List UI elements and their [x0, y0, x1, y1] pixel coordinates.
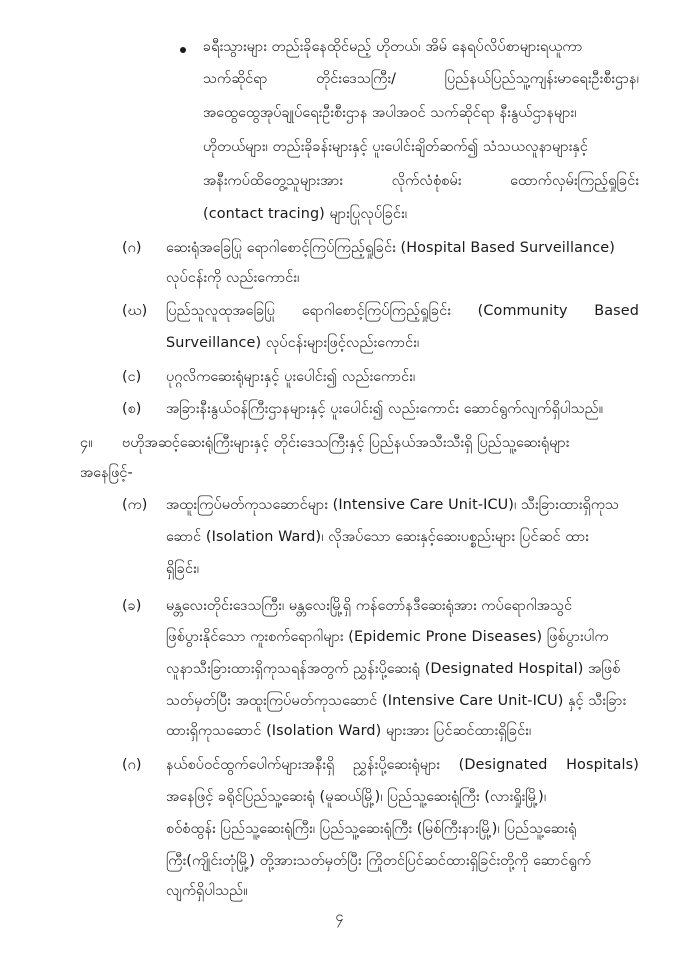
item-marker: (ဃ) — [122, 303, 148, 319]
section-line: အနေဖြင့်- — [80, 465, 133, 481]
item-line: လျက်ရှိပါသည်။ — [166, 883, 248, 899]
word: ပြည်နယ်ပြည်သူ့ကျန်းမာရေးဦးစီးဌာန၊ — [444, 71, 639, 87]
word: ထောက်လှမ်းကြည့်ရှုခြင်း — [510, 173, 639, 189]
item-line: လူနာသီးခြားထားရှိကုသရန်အတွက် ညွှန်းပို့ဆေးရုံ (Designated Hospital) အဖြစ် — [166, 661, 621, 677]
item-marker: (ဂ) — [122, 240, 142, 256]
item-line: အခြားနီးနွယ်ဝန်ကြီးဌာနများနှင့် ပူးပေါင်း၍ လည်းကောင်း ဆောင်ရွက်လျက်ရှိပါသည်။ — [166, 401, 604, 417]
word: ညွှန်းပို့ဆေးရုံများ — [353, 757, 441, 773]
item-line: ပုဂ္ဂလိကဆေးရုံများနှင့် ပူးပေါင်း၍ လည်းကောင်း၊ — [166, 369, 416, 385]
item-line: ဆောင် (Isolation Ward)၊ လိုအပ်သော ဆေးနှင့်ဆေးပစ္စည်းများ ပြင်ဆင် ထား — [166, 529, 589, 545]
word: အနီးကပ်ထိတွေ့သူများအား — [203, 173, 343, 189]
item-marker: (ဂ) — [122, 757, 142, 773]
bullet-line — [203, 68, 639, 90]
item-line: သတ်မှတ်ပြီး အထူးကြပ်မတ်ကုသဆောင် (Intensive Care Unit-ICU) နှင့် သီးခြား — [166, 693, 627, 709]
item-line: ရှိခြင်း၊ — [166, 561, 200, 577]
item-line — [166, 300, 639, 322]
item-line: အနေဖြင့် ခရိုင်ပြည်သူ့ဆေးရုံ (မူဆယ်မြို့)၊ ပြည်သူ့ဆေးရုံကြီး (လားရှိုးမြို့)၊ — [166, 789, 547, 805]
word: ပြည်သူလူထုအခြေပြု — [166, 303, 276, 319]
item-marker: (ခ) — [122, 598, 142, 614]
word: Hospitals) — [566, 757, 639, 773]
bullet-line: ဟိုတယ်များ၊ တည်းခိုခန်းများနှင့် ပူးပေါင်းချိတ်ဆက်၍ သံသယလူနာများနှင့် — [203, 139, 588, 155]
item-marker: (က) — [122, 497, 148, 513]
word: ရောဂါစောင့်ကြပ်ကြည့်ရှုခြင်း — [301, 303, 451, 319]
section-line: ဗဟိုအဆင့်ဆေးရုံကြီးများနှင့် တိုင်းဒေသကြီးနှင့် ပြည်နယ်အသီးသီးရှိ ပြည်သူ့ဆေးရုံများ — [122, 435, 570, 451]
bullet-line: ခရီးသွားများ တည်းခိုနေထိုင်မည့် ဟိုတယ်၊ အိမ် နေရပ်လိပ်စာများရယူကာ — [203, 39, 583, 55]
word: နယ်စပ်ဝင်ထွက်ပေါက်များအနီးရှိ — [166, 757, 335, 773]
item-line: Surveillance) လုပ်ငန်းများဖြင့်လည်းကောင်း၊ — [166, 335, 420, 351]
item-marker: (င) — [122, 369, 142, 385]
section-number: ၄။ — [80, 435, 93, 451]
word: (Community — [477, 303, 568, 319]
word: တိုင်းဒေသကြီး/ — [316, 71, 397, 87]
bullet-line — [203, 170, 639, 192]
word: Based — [594, 303, 639, 319]
word: လိုက်လံစုံစမ်း — [391, 173, 462, 189]
item-line: ဖြစ်ပွားနိုင်သော ကူးစက်ရောဂါများ (Epidemic Prone Diseases) ဖြစ်ပွားပါက — [166, 629, 609, 645]
page-number: ၄ — [335, 909, 344, 925]
bullet-line: အထွေထွေအုပ်ချုပ်ရေးဦးစီးဌာန အပါအဝင် သက်ဆိုင်ရာ နီးနွယ်ဌာနများ၊ — [203, 105, 577, 121]
item-line: မန္တလေးတိုင်းဒေသကြီး၊ မန္တလေးမြို့ရှိ ကန်တော်နဒီဆေးရုံအား ကပ်ရောဂါအသွင် — [166, 598, 573, 614]
item-line: ထားရှိကုသဆောင် (Isolation Ward) များအား ပြင်ဆင်ထားရှိခြင်း၊ — [166, 723, 532, 739]
item-line: စဝ်စံထွန်း ပြည်သူ့ဆေးရုံကြီး၊ ပြည်သူ့ဆေးရုံကြီး (မြစ်ကြီးနားမြို့)၊ ပြည်သူ့ဆေးရုံ — [166, 821, 577, 837]
item-line — [166, 754, 639, 776]
word: (Designated — [458, 757, 548, 773]
item-line: ကြီး(ကျိုင်းတုံမြို့) တို့အားသတ်မှတ်ပြီး ကြိုတင်ပြင်ဆင်ထားရှိခြင်းတို့ကို ဆောင်ရွက် — [166, 853, 592, 869]
item-line: အထူးကြပ်မတ်ကုသဆောင်များ (Intensive Care Unit-ICU)၊ သီးခြားထားရှိကုသ — [166, 497, 620, 513]
bullet-dot — [180, 47, 186, 53]
word: သက်ဆိုင်ရာ — [203, 71, 268, 87]
item-marker: (စ) — [122, 401, 142, 417]
item-line: လုပ်ငန်းကို လည်းကောင်း၊ — [166, 270, 300, 286]
item-line: ဆေးရုံအခြေပြု ရောဂါစောင့်ကြပ်ကြည့်ရှုခြင်း (Hospital Based Surveillance) — [166, 240, 615, 256]
bullet-line: (contact tracing) များပြုလုပ်ခြင်း၊ — [203, 206, 408, 222]
